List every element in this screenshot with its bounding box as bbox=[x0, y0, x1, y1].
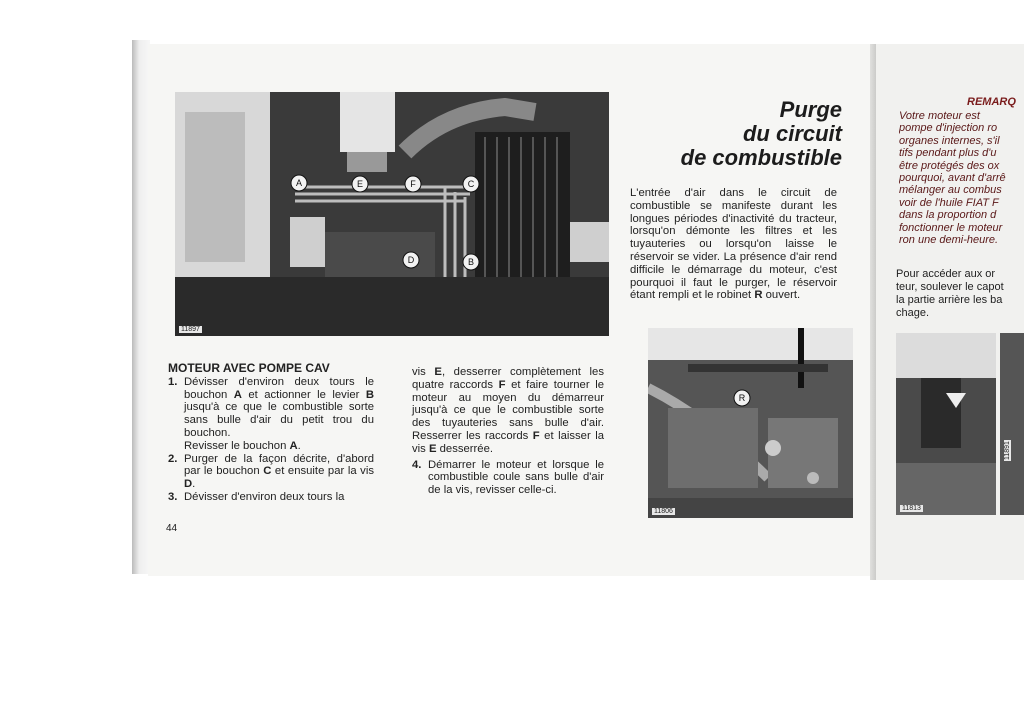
svg-text:C: C bbox=[467, 179, 475, 189]
callout-c bbox=[463, 176, 479, 192]
steps-list bbox=[168, 376, 374, 504]
callout-f bbox=[405, 176, 421, 192]
photo-number: 11897 bbox=[181, 326, 200, 333]
valve-photo bbox=[648, 328, 853, 518]
step-3-continued: vis E, desserrer complètement les quatre raccords F et faire tourner le moteur au moyen du démarreur jusqu'à ce que le combustible sorte des tuyauteries sans bulle d'air. Resserrer les raccords F et laisser la vis E desserrée. bbox=[412, 366, 605, 455]
step-3: 3. Dévisser d'environ deux tours la bbox=[168, 490, 345, 503]
photo-number-small: 11806 bbox=[654, 508, 673, 515]
callout-b bbox=[463, 254, 479, 270]
steps-list-2 bbox=[412, 459, 604, 497]
callout-layer-small bbox=[648, 328, 853, 518]
callout-layer bbox=[175, 92, 609, 336]
engine-photo bbox=[175, 92, 609, 336]
svg-text:B: B bbox=[467, 257, 475, 267]
instructions-column-2 bbox=[412, 366, 604, 497]
next-page-illustration bbox=[896, 333, 996, 515]
next-page-photo-side bbox=[1000, 333, 1024, 515]
next-page-heading: REMARQ bbox=[967, 96, 1016, 108]
svg-text:E: E bbox=[356, 179, 364, 189]
callout-d bbox=[403, 252, 419, 268]
step-2: 2. Purger de la façon décrite, d'abord par le bouchon C et ensuite par la vis D. bbox=[168, 452, 374, 491]
photo-side-number: 11891 bbox=[1004, 441, 1011, 460]
next-page-italic-text: Votre moteur est pompe d'injection ro organes internes, s'il tifs pendant plus d'u être protégés des ox pourquoi, avant d'arrê mélanger au combus voir de l'huile FIAT F dans la proportion d fonctionner le moteur ron une demi-heure. bbox=[899, 110, 1006, 247]
next-page-photo bbox=[896, 333, 996, 515]
step-4: 4. Démarrer le moteur et lorsque le combustible coule sans bulle d'air de la vis, revisser celle-ci. bbox=[412, 458, 604, 497]
section-title: Purge du circuit de combustible bbox=[680, 97, 842, 170]
photo-number-next: 11813 bbox=[902, 505, 921, 512]
step-1: 1. Dévisser d'environ deux tours le bouchon A et actionner le levier B jusqu'à ce que le combustible sorte sans bulle d'air du petit trou du bouchon. Revisser le bouchon A. bbox=[168, 375, 374, 452]
svg-text:A: A bbox=[295, 178, 303, 188]
callout-e bbox=[352, 176, 368, 192]
callout-a bbox=[291, 175, 307, 191]
instructions-column-1 bbox=[168, 362, 374, 504]
next-page-paragraph: Pour accéder aux or teur, soulever le capot la partie arrière les ba chage. bbox=[896, 268, 1004, 319]
svg-text:D: D bbox=[407, 255, 415, 265]
svg-text:R: R bbox=[738, 393, 746, 403]
intro-paragraph: L'entrée d'air dans le circuit de combustible se manifeste durant les longues périodes d'inactivité du tracteur, lorsqu'on démonte les filtres et les tuyauteries ou lorsqu'on laisse le réservoir se vider. La présence d'air rend difficile le démarrage du moteur, c'est pourquoi il faut le purger, le réservoir étant rempli et le robinet R ouvert. bbox=[630, 187, 837, 302]
svg-text:F: F bbox=[410, 179, 416, 189]
instructions-heading: MOTEUR AVEC POMPE CAV bbox=[168, 361, 330, 375]
callout-r bbox=[734, 390, 750, 406]
page-number: 44 bbox=[166, 523, 178, 534]
